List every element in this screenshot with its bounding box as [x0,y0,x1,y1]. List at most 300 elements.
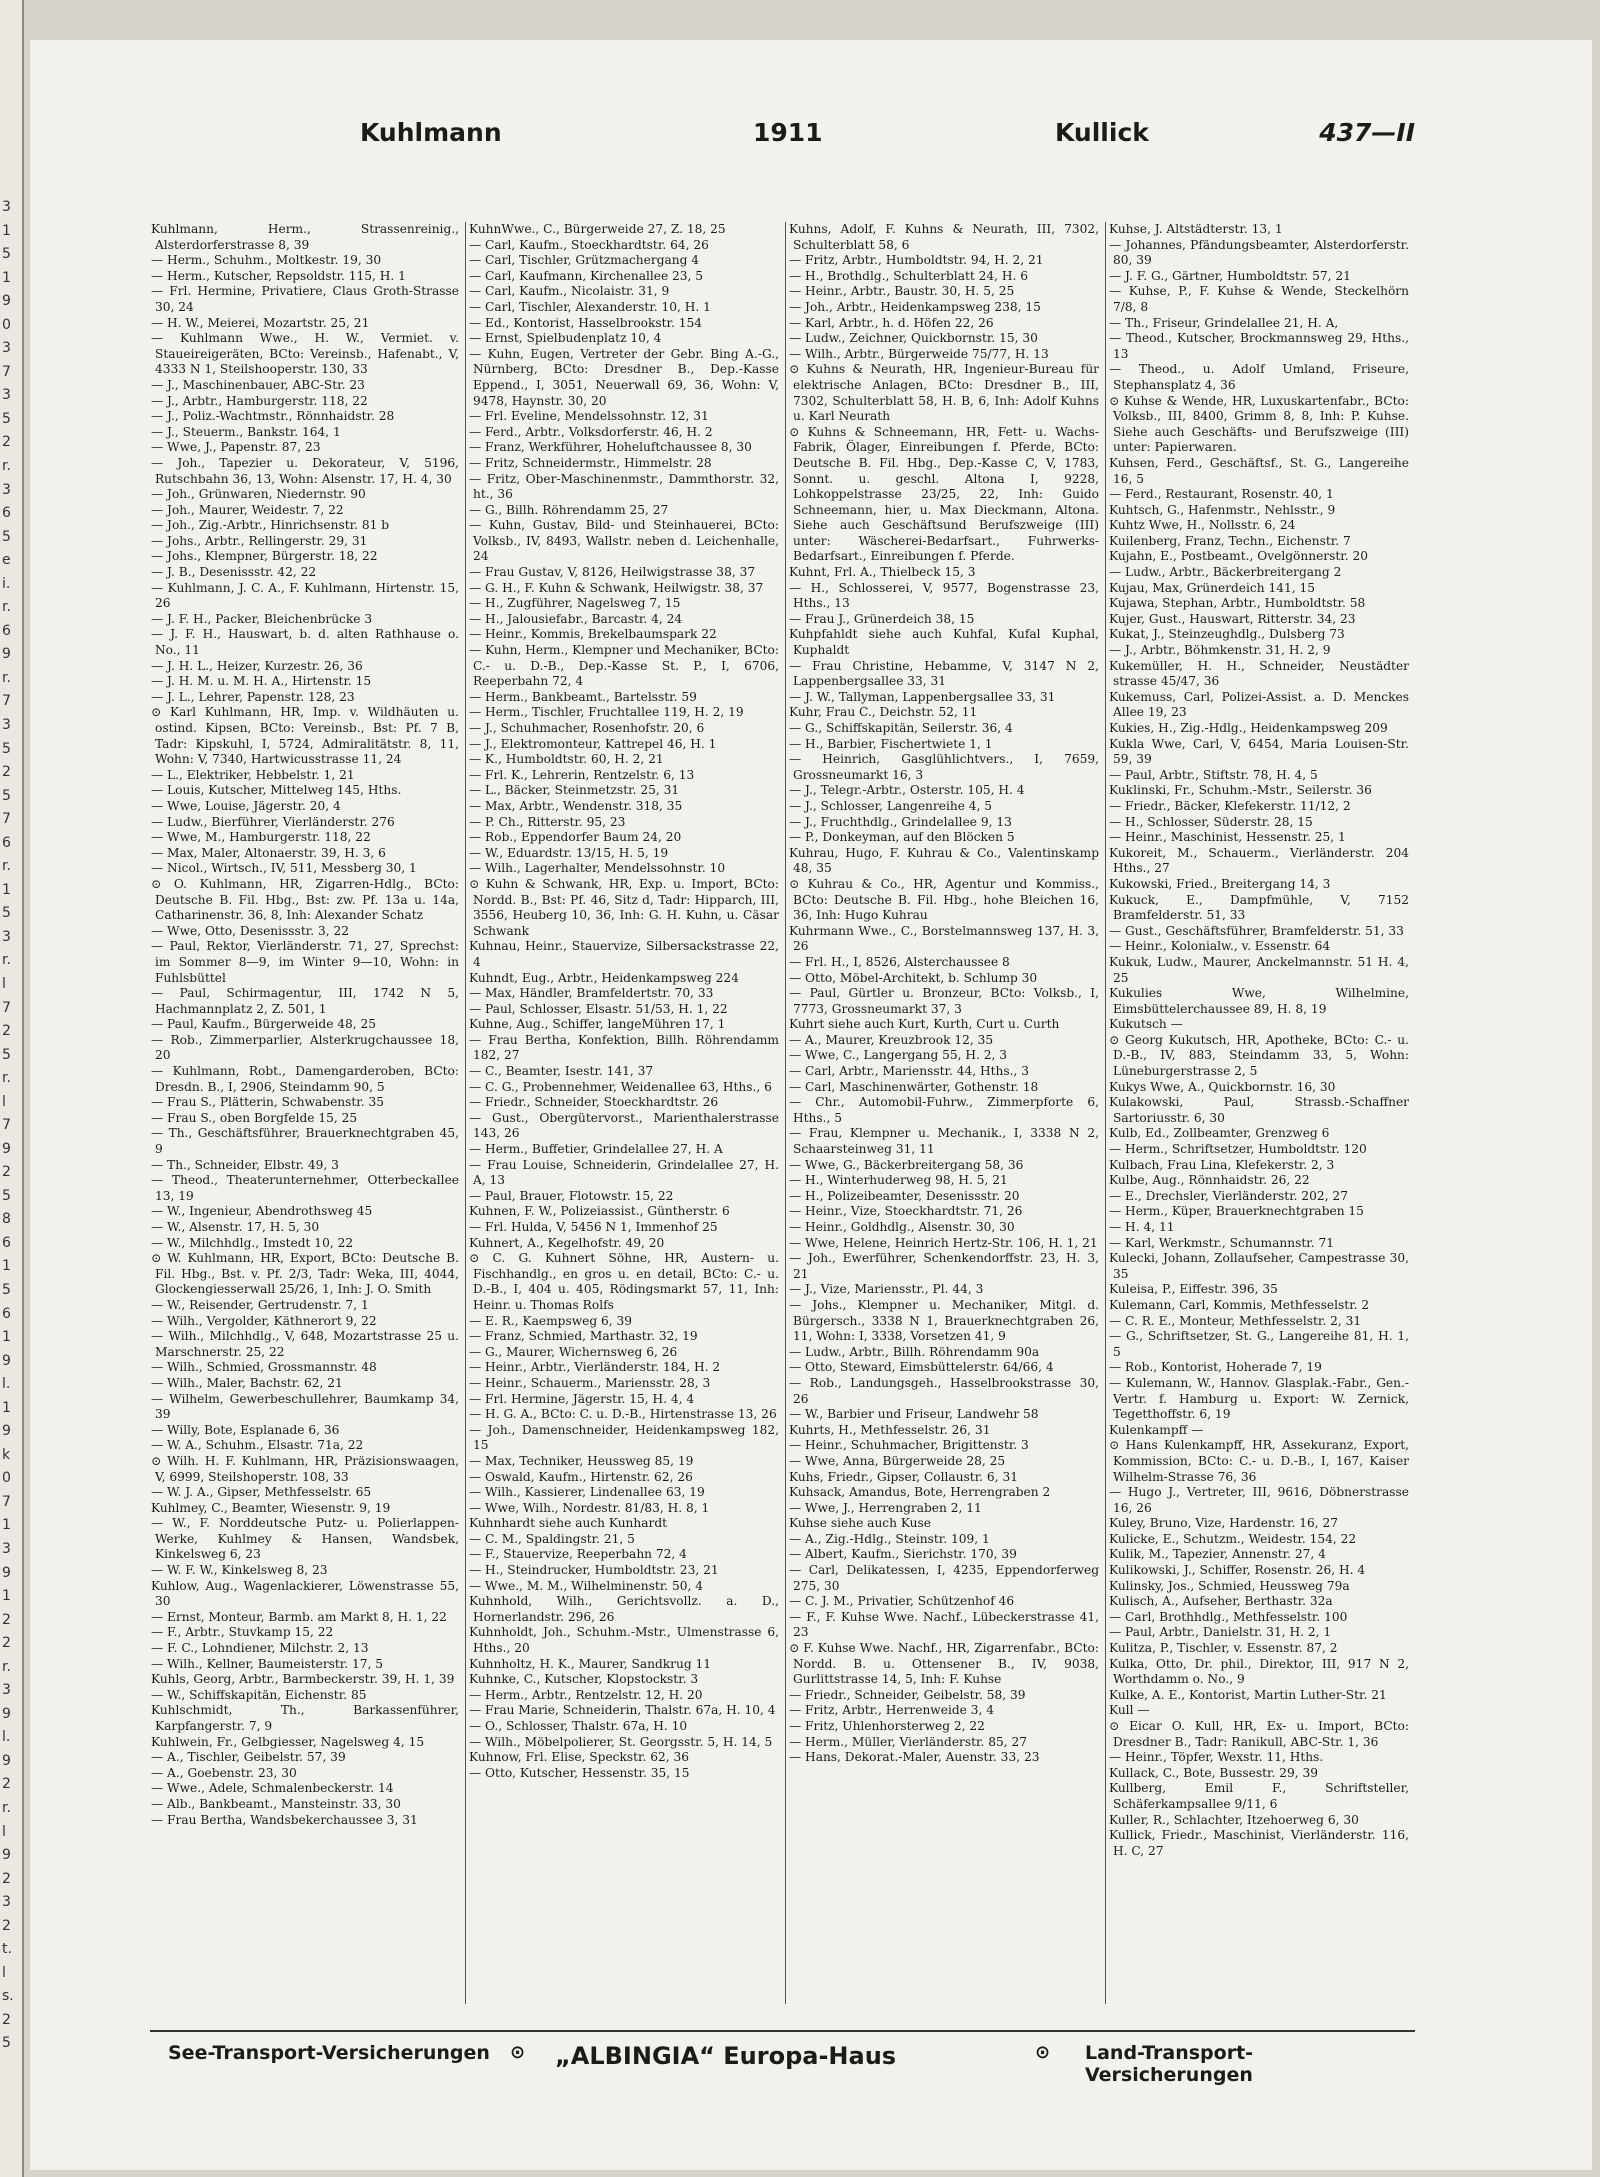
directory-entry: ⊙ Kuhrau & Co., HR, Agentur und Kommiss., BCto: Deutsche B. Fil. Hbg., hohe Bleichen 16, 36, Inh: Hugo Kuhrau [789,876,1099,923]
directory-entry: — Joh., Grünwaren, Niedernstr. 90 [151,487,366,502]
directory-entry: Kuhrmann Wwe., C., Borstelmannsweg 137, H. 3, 26 [789,923,1099,954]
directory-entry: Kukemuss, Carl, Polizei-Assist. a. D. Menckes Allee 19, 23 [1109,689,1409,720]
directory-entry: — Ernst, Monteur, Barmb. am Markt 8, H. 1, 22 [151,1609,447,1624]
directory-entry: — Frl. K., Lehrerin, Rentzelstr. 6, 13 [469,767,695,782]
directory-entry: — P., Donkeyman, auf den Blöcken 5 [789,830,1015,845]
strip-character: 2 [2,2011,11,2028]
directory-entry: — Carl, Kaufm., Stoeckhardtstr. 64, 26 [469,237,709,252]
directory-entry: — Th., Friseur, Grindelallee 21, H. A, [1109,315,1339,330]
directory-entry: — Th., Geschäftsführer, Brauerknechtgraben 45, 9 [151,1126,459,1157]
directory-entry: Kukys Wwe, A., Quickbornstr. 16, 30 [1109,1079,1336,1094]
directory-entry: ⊙ C. G. Kuhnert Söhne, HR, Austern- u. Fischhandlg., en gros u. en detail, BCto: C.- u. D.-B., I, 404 u. 405, Rödingsmarkt 57, 11, Inh: Heinr. u. Thomas Rolfs [469,1251,779,1312]
directory-entry: — Wwe, C., Langergang 55, H. 2, 3 [789,1048,1008,1063]
strip-character: 5 [2,905,11,922]
directory-entry: ⊙ Kuhns & Schneemann, HR, Fett- u. Wachs-Fabrik, Ölager, Einreibungen f. Pferde, BCto: Deutsche B. Fil. Hbg., Dep.-Kasse C, V, 1783, Sonnt. u. geschl. Altona I, 9228, Lohkoppelstrasse 23/25, 22, Inh: Guido Schneemann, hier, u. Max Dieckmann, Altona. Siehe auch Geschäftsund Berufszweige (III) unter: Wäscherei-Bedarfsart., Fuhrwerks-Bedarfsart., Einreibungen f. Pferde. [789,424,1099,564]
directory-entry: Kuhrts, H., Methfesselstr. 26, 31 [789,1422,991,1437]
directory-entry: — Heinr., Vize, Stoeckhardtstr. 71, 26 [789,1204,1023,1219]
directory-entry: — C. G., Probennehmer, Weidenallee 63, Hths., 6 [469,1079,772,1094]
strip-character: 2 [2,434,11,451]
directory-entry: — J., Schuhmacher, Rosenhofstr. 20, 6 [469,721,705,735]
directory-entry: — Wilh., Kellner, Baumeisterstr. 17, 5 [151,1656,384,1671]
directory-entry: — Wwe., Adele, Schmalenbeckerstr. 14 [151,1781,394,1796]
directory-entry: Kulke, A. E., Kontorist, Martin Luther-Str. 21 [1109,1687,1387,1702]
directory-entry: Kujahn, E., Postbeamt., Ovelgönnerstr. 20 [1109,549,1369,564]
directory-entry: Kujer, Gust., Hauswart, Ritterstr. 34, 23 [1109,611,1356,626]
directory-entry: — H., Schlosserei, V, 9577, Bogenstrasse 23, Hths., 13 [789,580,1099,611]
directory-entry: — H., Brothdlg., Schulterblatt 24, H. 6 [789,268,1029,283]
directory-entry: — Wilh., Möbelpolierer, St. Georgsstr. 5, H. 14, 5 [469,1734,773,1749]
directory-entry: — Wwe, Anna, Bürgerweide 28, 25 [789,1453,1006,1468]
strip-character: 5 [2,410,11,427]
directory-entry: Kulecki, Johann, Zollaufseher, Campestrasse 30, 35 [1109,1251,1409,1281]
strip-character: 7 [2,811,11,828]
directory-entry: — G., Schiffskapitän, Seilerstr. 36, 4 [789,721,1013,735]
strip-character: 2 [2,1776,11,1793]
directory-entry: Kuhns, Adolf, F. Kuhns & Neurath, III, 7302, Schulterblatt 58, 6 [789,222,1099,252]
directory-entry: — Frau Gustav, V, 8126, Heilwigstrasse 38, 37 [469,565,756,580]
directory-entry: — Wilhelm, Gewerbeschullehrer, Baumkamp 34, 39 [151,1391,459,1422]
strip-character: 7 [2,693,11,710]
directory-entry: — Herm., Schriftsetzer, Humboldtstr. 120 [1109,1142,1367,1157]
directory-entry: — J., Poliz.-Wachtmstr., Rönnhaidstr. 28 [151,409,395,424]
directory-entry: — Karl, Werkmstr., Schumannstr. 71 [1109,1235,1334,1250]
directory-entry: — C. R. E., Monteur, Methfesselstr. 2, 31 [1109,1313,1362,1328]
directory-entry: — Carl, Maschinenwärter, Gothenstr. 18 [789,1079,1039,1094]
strip-character: 6 [2,1305,11,1322]
directory-entry: — Otto, Möbel-Architekt, b. Schlump 30 [789,970,1038,985]
directory-entry: — Kulemann, W., Hannov. Glasplak.-Fabr., Gen.-Vertr. f. Hamburg u. Export: W. Zernick, Tegetthoffstr. 6, 19 [1109,1375,1409,1422]
directory-entry: Kuhnke, C., Kutscher, Klopstockstr. 3 [469,1672,699,1687]
directory-entry: — J., Telegr.-Arbtr., Osterstr. 105, H. 4 [789,783,1025,798]
strip-character: 1 [2,222,11,239]
directory-entry: — H., Schlosser, Süderstr. 28, 15 [1109,814,1313,829]
directory-entry: — Heinr., Schauerm., Mariensstr. 28, 3 [469,1375,711,1390]
directory-entry: — Ferd., Arbtr., Volksdorferstr. 46, H. 2 [469,424,713,439]
directory-entry: Kulik, M., Tapezier, Annenstr. 27, 4 [1109,1547,1326,1562]
directory-entry: Kukuck, E., Dampfmühle, V, 7152 Bramfelderstr. 51, 33 [1109,892,1409,923]
strip-character: 9 [2,293,11,310]
directory-entry: Kuhtz Wwe, H., Nollsstr. 6, 24 [1109,518,1296,533]
directory-entry: — Kuhn, Gustav, Bild- und Steinhauerei, BCto: Volksb., IV, 8493, Wallstr. neben d. Leichenhalle, 24 [469,518,779,564]
column-3 [788,222,1106,2004]
strip-character: 1 [2,1517,11,1534]
strip-character: 1 [2,1588,11,1605]
directory-entry: Kuhs, Friedr., Gipser, Collaustr. 6, 31 [789,1469,1018,1484]
strip-character: 7 [2,363,11,380]
header-year: 1911 [753,118,823,147]
directory-entry: — C., Beamter, Isestr. 141, 37 [469,1064,654,1079]
directory-entry: — Theod., Theaterunternehmer, Otterbeckallee 13, 19 [151,1173,459,1203]
directory-entry: — Joh., Ewerführer, Schenkendorffstr. 23, H. 3, 21 [789,1251,1099,1281]
directory-entry: — Theod., u. Adolf Umland, Friseure, Stephansplatz 4, 36 [1109,362,1409,392]
directory-entry: Kullack, C., Bote, Bussestr. 29, 39 [1109,1765,1319,1780]
directory-entry: Kuhpfahldt siehe auch Kuhfal, Kufal Kuphal, Kuphaldt [789,627,1099,658]
directory-entry: Kuhnen, F. W., Polizeiassist., Güntherstr. 6 [469,1204,730,1219]
directory-entry: Kuhndt, Eug., Arbtr., Heidenkampsweg 224 [469,970,739,985]
directory-entry: — G. H., F. Kuhn & Schwank, Heilwigstr. 38, 37 [469,580,764,595]
directory-entry: Kuhne, Aug., Schiffer, langeMühren 17, 1 [469,1017,726,1032]
directory-entry: — Johs., Klempner u. Mechaniker, Mitgl. d. Bürgersch., 3338 N 1, Brauerknechtgraben 26, 11, Wohn: I, 3338, Vorsetzen 41, 9 [789,1297,1099,1344]
directory-entry: — W., Eduardstr. 13/15, H. 5, 19 [469,845,669,860]
directory-entry: Kuhlwein, Fr., Gelbgiesser, Nagelsweg 4, 15 [151,1734,425,1749]
directory-entry: Kullberg, Emil F., Schriftsteller, Schäferkampsallee 9/11, 6 [1109,1781,1409,1811]
directory-entry: — W. A., Schuhm., Elsastr. 71a, 22 [151,1438,364,1453]
strip-character: r. [2,1800,11,1816]
directory-entry: Kuhnholdt, Joh., Schuhm.-Mstr., Ulmenstrasse 6, Hths., 20 [469,1625,779,1656]
directory-entry: — E., Drechsler, Vierländerstr. 202, 27 [1109,1188,1348,1203]
directory-entry: — H., Jalousiefabr., Barcastr. 4, 24 [469,611,683,626]
directory-entry: Kulicke, E., Schutzm., Weidestr. 154, 22 [1109,1531,1357,1546]
strip-character: l. [2,1729,11,1746]
directory-entry: — Wwe, G., Bäckerbreitergang 58, 36 [789,1157,1024,1172]
strip-character: k [2,1446,11,1463]
directory-entry: — Frau, Klempner u. Mechanik., I, 3338 N 2, Schaarsteinweg 31, 11 [789,1126,1099,1157]
directory-entry: — Theod., Kutscher, Brockmannsweg 29, Hths., 13 [1109,331,1409,361]
directory-entry: — Heinr., Goldhdlg., Alsenstr. 30, 30 [789,1220,1015,1234]
strip-character: s. [2,1988,14,2005]
strip-character: t. [2,1941,12,1958]
directory-entry: Kuhse siehe auch Kuse [789,1516,931,1531]
directory-entry: — Frl. Hulda, V, 5456 N 1, Immenhof 25 [469,1220,718,1234]
directory-entry: — Heinr., Arbtr., Vierländerstr. 184, H. 2 [469,1360,721,1375]
directory-entry: — Otto, Kutscher, Hessenstr. 35, 15 [469,1765,690,1780]
directory-entry: — K., Humboldtstr. 60, H. 2, 21 [469,752,664,767]
directory-entry: — A., Maurer, Kreuzbrook 12, 35 [789,1032,994,1047]
directory-entry: — Heinr., Kolonialw., v. Essenstr. 64 [1109,939,1331,954]
directory-entry: — Paul, Brauer, Flotowstr. 15, 22 [469,1188,674,1203]
directory-entry: — Kuhn, Herm., Klempner und Mechaniker, BCto: C.- u. D.-B., Dep.-Kasse St. P., I, 6706, Reeperbahn 72, 4 [469,643,779,689]
directory-entry: — Heinr., Kommis, Brekelbaumspark 22 [469,627,717,642]
directory-entry: — E. R., Kaempsweg 6, 39 [469,1313,633,1328]
directory-entry: Kulitza, P., Tischler, v. Essenstr. 87, 2 [1109,1641,1338,1656]
directory-entry: — Carl, Kaufm., Nicolaistr. 31, 9 [469,284,670,299]
directory-entry: — Carl, Brothhdlg., Methfesselstr. 100 [1109,1609,1348,1624]
directory-entry: — Heinrich, Gasglühlichtvers., I, 7659, Grossneumarkt 16, 3 [789,752,1099,782]
directory-entry: — Frl. Hermine, Jägerstr. 15, H. 4, 4 [469,1391,695,1406]
directory-entry: Kuhtsch, G., Hafenmstr., Nehlsstr., 9 [1109,502,1336,517]
directory-entry: — Albert, Kaufm., Sierichstr. 170, 39 [789,1547,1017,1562]
strip-character: 9 [2,1564,11,1581]
directory-entry: ⊙ Georg Kukutsch, HR, Apotheke, BCto: C.- u. D.-B., IV, 883, Steindamm 33, 5, Wohn: Lüneburgerstrasse 2, 5 [1109,1032,1409,1079]
directory-entry: — Gust., Geschäftsführer, Bramfelderstr. 51, 33 [1109,923,1404,938]
footer-albingia: „ALBINGIA“ Europa-Haus [555,2042,897,2070]
directory-entry: — Paul, Kaufm., Bürgerweide 48, 25 [151,1017,377,1032]
directory-entry: — Fritz, Arbtr., Herrenweide 3, 4 [789,1703,994,1718]
directory-entry: — Herm., Bankbeamt., Bartelsstr. 59 [469,689,697,704]
directory-entry: — Louis, Kutscher, Mittelweg 145, Hths. [151,783,402,798]
column-2 [468,222,786,2004]
directory-entry: — H., Winterhuderweg 98, H. 5, 21 [789,1173,1008,1188]
strip-character: 3 [2,716,11,733]
directory-entry: — H. W., Meierei, Mozartstr. 25, 21 [151,315,370,330]
strip-character: 1 [2,1258,11,1275]
strip-character: 2 [2,1917,11,1934]
directory-entry: — Paul, Arbtr., Danielstr. 31, H. 2, 1 [1109,1625,1332,1640]
directory-entry: Kuilenberg, Franz, Techn., Eichenstr. 7 [1109,533,1351,548]
directory-entry: — Carl, Tischler, Alexanderstr. 10, H. 1 [469,299,711,314]
directory-entry: — Wilh., Schmied, Grossmannstr. 48 [151,1360,377,1375]
directory-entry: Kukat, J., Steinzeughdlg., Dulsberg 73 [1109,627,1345,642]
directory-entry: — A., Tischler, Geibelstr. 57, 39 [151,1750,346,1765]
directory-entry: Kullick, Friedr., Maschinist, Vierländerstr. 116, H. C, 27 [1109,1828,1409,1858]
advertisement-footer [150,2030,1415,2086]
directory-entry: — Frau Louise, Schneiderin, Grindelallee 27, H. A, 13 [469,1157,779,1188]
directory-entry: — Kuhlmann Wwe., H. W., Vermiet. v. Staueireigeräten, BCto: Vereinsb., Hafenabt., V, 4333 N 1, Steilshooperstr. 130, 33 [151,331,459,377]
footer-land-transport: Land-Transport-Versicherungen [1085,2042,1254,2086]
strip-character: 2 [2,1635,11,1652]
directory-entry: Kulemann, Carl, Kommis, Methfesselstr. 2 [1109,1297,1370,1312]
directory-entry: — W., Alsenstr. 17, H. 5, 30 [151,1220,320,1234]
directory-entry: — Alb., Bankbeamt., Mansteinstr. 33, 30 [151,1796,401,1811]
directory-entry: — Kuhlmann, Robt., Damengarderoben, BCto: Dresdn. B., I, 2906, Steindamm 90, 5 [151,1064,459,1094]
strip-character: 6 [2,834,11,851]
strip-character: 9 [2,1847,11,1864]
strip-character: e [2,552,11,569]
directory-entry: ⊙ F. Kuhse Wwe. Nachf., HR, Zigarrenfabr., BCto: Nordd. B. u. Ottensener B., IV, 9038, Gurlittstrasse 14, 5, Inh: F. Kuhse [789,1641,1099,1687]
directory-entry: — Wilh., Maler, Bachstr. 62, 21 [151,1375,343,1390]
strip-character: 3 [2,1682,11,1699]
directory-entry: Kuhls, Georg, Arbtr., Barmbeckerstr. 39, H. 1, 39 [151,1672,455,1687]
strip-character: 7 [2,1117,11,1134]
directory-entry: Kulinsky, Jos., Schmied, Heussweg 79a [1109,1578,1350,1593]
strip-character: r. [2,457,11,474]
directory-entry: — Joh., Zig.-Arbtr., Hinrichsenstr. 81 b [151,518,390,533]
directory-entry: — F., Arbtr., Stuvkamp 15, 22 [151,1625,334,1640]
directory-entry: — Johs., Klempner, Bürgerstr. 18, 22 [151,549,378,564]
directory-entry: — J., Steuerm., Bankstr. 164, 1 [151,424,341,439]
strip-character: 8 [2,1211,11,1228]
directory-entry: Kukulies Wwe, Wilhelmine, Eimsbüttelerchaussee 89, H. 8, 19 [1109,986,1409,1016]
directory-entry: — Fritz, Ober-Maschinenmstr., Dammthorstr. 32, ht., 36 [469,471,779,502]
directory-entry: — Paul, Schlosser, Elsastr. 51/53, H. 1, 22 [469,1001,728,1016]
strip-character: 5 [2,2035,11,2052]
directory-entry: ⊙ Hans Kulenkampff, HR, Assekuranz, Export, Kommission, BCto: C.- u. D.-B., I, 167, Kaiser Wilhelm-Strasse 76, 36 [1109,1438,1409,1484]
directory-entry: — Wilh., Milchhdlg., V, 648, Mozartstrasse 25 u. Marschnerstr. 25, 22 [151,1329,459,1359]
strip-character: 3 [2,1894,11,1911]
directory-entry: Kuhnau, Heinr., Stauervize, Silbersackstrasse 22, 4 [469,939,779,969]
column-4 [1108,222,1415,2004]
directory-entry: — L., Elektriker, Hebbelstr. 1, 21 [151,767,355,782]
directory-entry: — Rob., Kontorist, Hoherade 7, 19 [1109,1360,1322,1375]
directory-entry: — Friedr., Bäcker, Klefekerstr. 11/12, 2 [1109,798,1351,813]
directory-entry: Kuhr, Frau C., Deichstr. 52, 11 [789,705,978,720]
directory-entry: ⊙ Kuhse & Wende, HR, Luxuskartenfabr., BCto: Volksb., III, 8400, Grimm 8, 8, Inh: P. Kuhse. Siehe auch Geschäfts- und Berufszweige (III) unter: Papierwaren. [1109,393,1409,455]
directory-entry: — Kuhn, Eugen, Vertreter der Gebr. Bing A.-G., Nürnberg, BCto: Dresdner B., Dep.-Kasse Eppend., I, 3051, Neuerwall 69, 36, Wohn: V, 9478, Haynstr. 30, 20 [469,346,779,408]
strip-character: 1 [2,881,11,898]
strip-character: i. [2,575,11,592]
directory-entry: Kuley, Bruno, Vize, Hardenstr. 16, 27 [1109,1516,1338,1531]
directory-entry: — Ludw., Bierführer, Vierländerstr. 276 [151,814,395,829]
directory-entry: Kulka, Otto, Dr. phil., Direktor, III, 917 N 2, Worthdamm o. No., 9 [1109,1656,1409,1687]
directory-entry: — Frl. Eveline, Mendelssohnstr. 12, 31 [469,409,709,424]
directory-entry: Kuller, R., Schlachter, Itzehoerweg 6, 30 [1109,1812,1359,1827]
directory-entry: — Joh., Damenschneider, Heidenkampsweg 182, 15 [469,1422,779,1453]
strip-character: 9 [2,1140,11,1157]
directory-entry: Kulb, Ed., Zollbeamter, Grenzweg 6 [1109,1126,1330,1141]
directory-entry: — H. G. A., BCto: C. u. D.-B., Hirtenstrasse 13, 26 [469,1407,777,1422]
directory-entry: — F., F. Kuhse Wwe. Nachf., Lübeckerstrasse 41, 23 [789,1609,1099,1640]
directory-entry: — J., Maschinenbauer, ABC-Str. 23 [151,377,365,392]
strip-character: r. [2,669,11,686]
directory-entry: — Carl, Kaufmann, Kirchenallee 23, 5 [469,268,704,283]
directory-entry: Kulbach, Frau Lina, Klefekerstr. 2, 3 [1109,1157,1335,1172]
directory-entry: — Ed., Kontorist, Hasselbrookstr. 154 [469,315,703,330]
footer-separator-dot: ⊙ [1035,2042,1051,2063]
directory-entry: Kuhnert, A., Kegelhofstr. 49, 20 [469,1235,665,1250]
directory-entry: — Rob., Eppendorfer Baum 24, 20 [469,830,682,845]
directory-entry: — Paul, Rektor, Vierländerstr. 71, 27, Sprechst: im Sommer 8—9, im Winter 9—10, Wohn: in Fuhlsbüttel [151,939,459,985]
directory-entry: Kukemüller, H. H., Schneider, Neustädter strasse 45/47, 36 [1109,658,1409,689]
directory-entry: — Friedr., Schneider, Stoeckhardtstr. 26 [469,1095,719,1110]
directory-entry: Kull — [1109,1703,1150,1718]
directory-entry: — Johs., Arbtr., Rellingerstr. 29, 31 [151,533,368,548]
directory-entry: — Johannes, Pfändungsbeamter, Alsterdorferstr. 80, 39 [1109,237,1409,268]
directory-entry: — Kuhlmann, J. C. A., F. Kuhlmann, Hirtenstr. 15, 26 [151,580,459,611]
directory-entry: Kulenkampff — [1109,1422,1204,1437]
directory-entry: — Wilh., Kassierer, Lindenallee 63, 19 [469,1485,705,1500]
strip-character: 9 [2,1705,11,1722]
directory-entry: Kuhnhold, Wilh., Gerichtsvollz. a. D., Hornerlandstr. 296, 26 [469,1594,779,1624]
strip-character: l [2,1093,6,1110]
strip-character: 2 [2,1023,11,1040]
directory-entry: Kujau, Max, Grünerdeich 141, 15 [1109,580,1315,595]
directory-entry: — Heinr., Maschinist, Hessenstr. 25, 1 [1109,830,1346,845]
directory-entry: — Wilh., Vergolder, Käthnerort 9, 22 [151,1313,377,1328]
directory-entry: — Karl, Arbtr., h. d. Höfen 22, 26 [789,315,994,330]
directory-entry: — J. F. H., Packer, Bleichenbrücke 3 [151,611,373,626]
directory-entry: — Paul, Arbtr., Stiftstr. 78, H. 4, 5 [1109,767,1318,782]
strip-character: 7 [2,1493,11,1510]
strip-character: 5 [2,528,11,545]
directory-entry: — J. F. G., Gärtner, Humboldtstr. 57, 21 [1109,268,1351,283]
directory-entry: ⊙ Wilh. H. F. Kuhlmann, HR, Präzisionswaagen, V, 6999, Steilshoperstr. 108, 33 [151,1453,459,1484]
directory-entry: — H., Zugführer, Nagelsweg 7, 15 [469,596,681,611]
directory-entry: — Wwe, Otto, Desenissstr. 3, 22 [151,923,349,938]
directory-entry: — J. F. H., Hauswart, b. d. alten Rathhause o. No., 11 [151,627,459,658]
directory-entry: — Kuhse, P., F. Kuhse & Wende, Steckelhörn 7/8, 8 [1109,284,1409,314]
directory-entry: — J., Vize, Mariensstr., Pl. 44, 3 [789,1282,984,1297]
directory-entry: — J. W., Tallyman, Lappenbergsallee 33, 31 [789,689,1056,704]
strip-character: r. [2,1070,11,1087]
directory-entry: — Frau S., Plätterin, Schwabenstr. 35 [151,1095,385,1110]
directory-entry: — Ferd., Restaurant, Rosenstr. 40, 1 [1109,487,1334,502]
directory-entry: — Frau Christine, Hebamme, V, 3147 N 2, Lappenbergsallee 33, 31 [789,658,1099,689]
directory-entry: — Rob., Zimmerparlier, Alsterkrugchaussee 18, 20 [151,1032,459,1063]
directory-entry: — Chr., Automobil-Fuhrw., Zimmerpforte 6, Hths., 5 [789,1095,1099,1125]
directory-entry: — Wwe, J., Papenstr. 87, 23 [151,440,321,455]
directory-entry: — Wwe, Wilh., Nordestr. 81/83, H. 8, 1 [469,1500,710,1515]
directory-entry: — W., F. Norddeutsche Putz- u. Polierlappen-Werke, Kuhlmey & Hansen, Wandsbek, Kinkelsweg 6, 23 [151,1516,459,1562]
directory-entry: — W., Milchhdlg., Imstedt 10, 22 [151,1235,354,1250]
directory-entry: — Herm., Tischler, Fruchtallee 119, H. 2, 19 [469,705,744,720]
directory-entry: — P. Ch., Ritterstr. 95, 23 [469,814,626,829]
directory-entry: — G., Maurer, Wichernsweg 6, 26 [469,1344,678,1359]
directory-entry: — Otto, Steward, Eimsbüttelerstr. 64/66, 4 [789,1360,1054,1375]
directory-entry: Kuhlow, Aug., Wagenlackierer, Löwenstrasse 55, 30 [151,1578,459,1609]
strip-character: r. [2,599,11,616]
footer-separator-dot: ⊙ [510,2042,526,2063]
directory-entry: Kulikowski, J., Schiffer, Rosenstr. 26, H. 4 [1109,1563,1366,1578]
directory-entry: — Joh., Maurer, Weidestr. 7, 22 [151,502,344,517]
directory-entry: — Joh., Arbtr., Heidenkampsweg 238, 15 [789,299,1041,314]
directory-entry: — Herm., Arbtr., Rentzelstr. 12, H. 20 [469,1687,703,1702]
directory-entry: — Wwe, Helene, Heinrich Hertz-Str. 106, H. 1, 21 [789,1235,1098,1250]
strip-character: r. [2,1658,11,1675]
directory-entry: — Carl, Delikatessen, I, 4235, Eppendorferweg 275, 30 [789,1563,1099,1593]
directory-entry: Kuhnholtz, H. K., Maurer, Sandkrug 11 [469,1656,712,1671]
strip-character: 3 [2,1541,11,1558]
strip-character: 3 [2,340,11,357]
directory-entry: — Willy, Bote, Esplanade 6, 36 [151,1422,340,1437]
directory-entry: — Oswald, Kaufm., Hirtenstr. 62, 26 [469,1469,693,1484]
strip-character: 9 [2,1423,11,1440]
directory-entry: — Fritz, Arbtr., Humboldtstr. 94, H. 2, 21 [789,253,1044,268]
directory-entry: — Herm., Buffetier, Grindelallee 27, H. A [469,1142,723,1157]
strip-character: 3 [2,928,11,945]
directory-entry: — A., Goebenstr. 23, 30 [151,1765,297,1780]
directory-entry: — Ludw., Arbtr., Billh. Röhrendamm 90a [789,1344,1040,1359]
directory-entry: ⊙ O. Kuhlmann, HR, Zigarren-Hdlg., BCto: Deutsche B. Fil. Hbg., Bst: zw. Pf. 13a u. 14a, Catharinenstr. 36, 8, Inh: Alexander Schatz [151,876,459,923]
directory-entry: — J., Schlosser, Langenreihe 4, 5 [789,798,993,813]
directory-entry: Kulbe, Aug., Rönnhaidstr. 26, 22 [1109,1173,1310,1188]
strip-character: l [2,975,6,992]
directory-entry: — Franz, Schmied, Marthastr. 32, 19 [469,1329,698,1344]
directory-entry: — H., Barbier, Fischertwiete 1, 1 [789,736,993,751]
directory-entry: — Frau Marie, Schneiderin, Thalstr. 67a, H. 10, 4 [469,1703,776,1718]
directory-entry: Kuhrt siehe auch Kurt, Kurth, Curt u. Curth [789,1017,1060,1032]
directory-entry: Kukowski, Fried., Breitergang 14, 3 [1109,876,1331,891]
directory-entry: — F., Stauervize, Reeperbahn 72, 4 [469,1547,687,1562]
directory-entry: Kukoreit, M., Schauerm., Vierländerstr. 204 Hths., 27 [1109,845,1409,876]
directory-entry: — J., Arbtr., Hamburgerstr. 118, 22 [151,393,368,408]
directory-entry: — Franz, Werkführer, Hoheluftchaussee 8, 30 [469,440,752,455]
directory-entry: — Ernst, Spielbudenplatz 10, 4 [469,331,662,346]
directory-entry: — Max, Händler, Bramfeldertstr. 70, 33 [469,986,714,1001]
directory-entry: — Wilh., Lagerhalter, Mendelssohnstr. 10 [469,861,726,876]
directory-entry: — Ludw., Arbtr., Bäckerbreitergang 2 [1109,565,1342,580]
strip-character: 3 [2,481,11,498]
directory-entry: — Frau S., oben Borgfelde 15, 25 [151,1110,358,1125]
header-first-name: Kuhlmann [360,118,502,147]
directory-entry: — Joh., Tapezier u. Dekorateur, V, 5196, Rutschbahn 36, 13, Wohn: Alsenstr. 17, H. 4, 30 [151,455,459,486]
strip-character: 2 [2,1164,11,1181]
directory-entry: — H., Steindrucker, Humboldtstr. 23, 21 [469,1563,719,1578]
strip-character: 5 [2,246,11,263]
directory-entry: — J. H. M. u. M. H. A., Hirtenstr. 15 [151,674,372,689]
directory-entry: — Heinr., Arbtr., Baustr. 30, H. 5, 25 [789,284,1015,299]
directory-entry: ⊙ Kuhns & Neurath, HR, Ingenieur-Bureau für elektrische Anlagen, BCto: Dresdner B., III, 7302, Schulterblatt 58, H. B, 6, Inh: Adolf Kuhns u. Karl Neurath [789,362,1099,424]
directory-entry: Kuhse, J. Altstädterstr. 13, 1 [1109,222,1283,236]
strip-character: 2 [2,764,11,781]
strip-character: 6 [2,622,11,639]
directory-entry: Kulakowski, Paul, Strassb.-Schaffner Sartoriusstr. 6, 30 [1109,1095,1409,1125]
directory-columns [150,222,1415,2004]
directory-entry: — Hans, Dekorat.-Maler, Auenstr. 33, 23 [789,1750,1040,1765]
directory-entry: Kukla Wwe, Carl, V, 6454, Maria Louisen-Str. 59, 39 [1109,736,1409,767]
strip-character: 3 [2,387,11,404]
directory-entry: — Wwe, J., Herrengraben 2, 11 [789,1500,982,1515]
strip-character: 7 [2,999,11,1016]
directory-entry: — Max, Maler, Altonaerstr. 39, H. 3, 6 [151,845,386,860]
directory-entry: — G., Schriftsetzer, St. G., Langereihe 81, H. 1, 5 [1109,1329,1409,1359]
strip-character: l [2,1823,6,1840]
strip-character: 0 [2,316,11,333]
directory-entry: — J., Elektromonteur, Kattrepel 46, H. 1 [469,736,717,751]
strip-character: 9 [2,1352,11,1369]
directory-entry: Kuhsen, Ferd., Geschäftsf., St. G., Langereihe 16, 5 [1109,455,1409,486]
directory-entry: — A., Zig.-Hdlg., Steinstr. 109, 1 [789,1531,990,1546]
directory-entry: — Rob., Landungsgeh., Hasselbrookstrasse 30, 26 [789,1375,1099,1406]
